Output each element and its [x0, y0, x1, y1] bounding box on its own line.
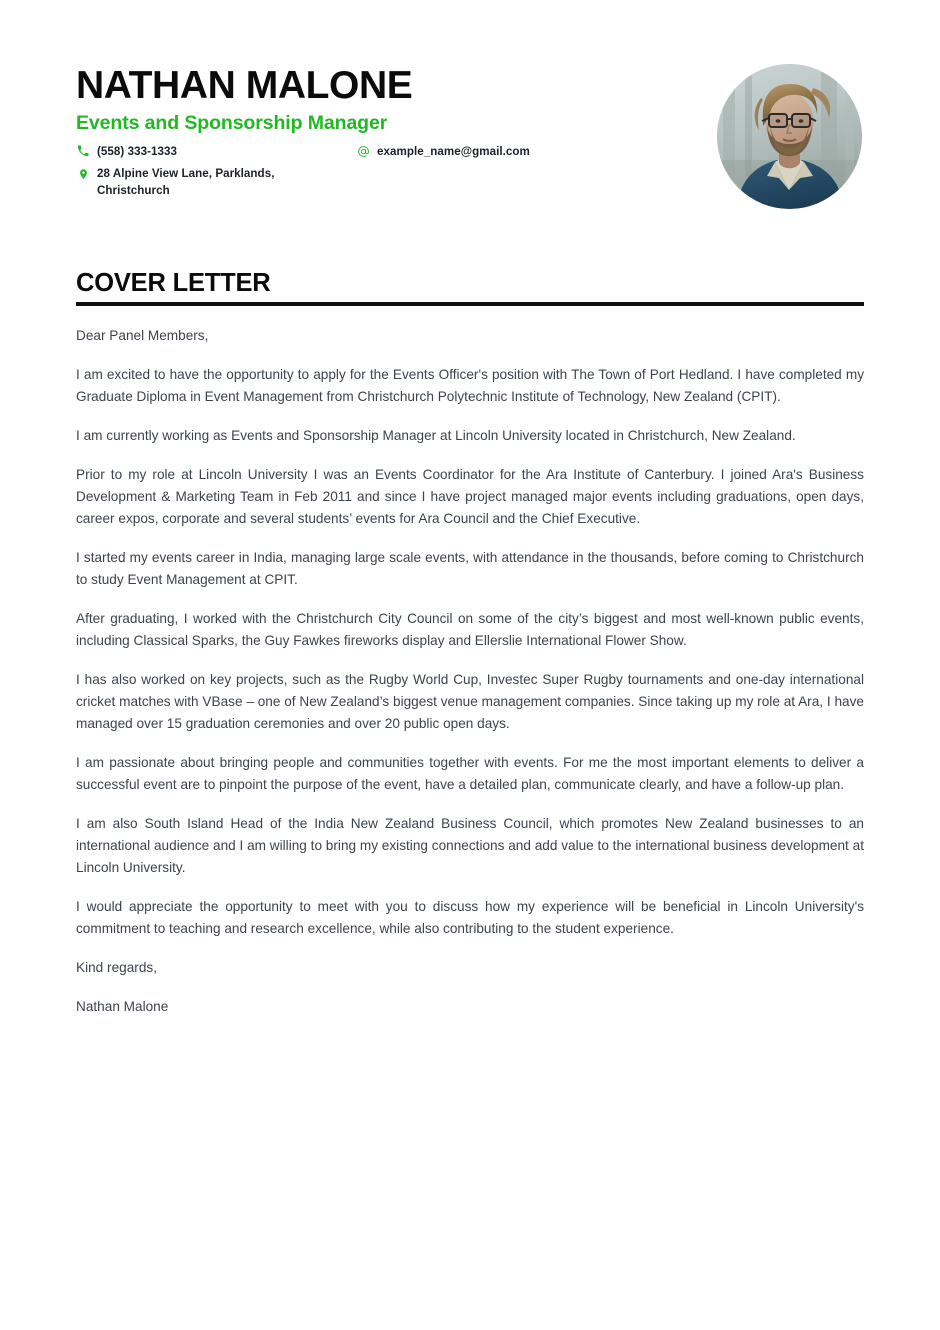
section-title: COVER LETTER: [76, 269, 271, 297]
map-pin-icon: [76, 166, 90, 183]
identity-block: [76, 62, 566, 204]
phone-text: (558) 333-1333: [97, 145, 177, 159]
at-sign-icon: [356, 144, 370, 161]
page-title: NATHAN MALONE: [76, 64, 413, 107]
letter-signature: Nathan Malone: [76, 999, 169, 1015]
cover-letter-section: [0, 269, 940, 306]
document-header: [0, 0, 940, 209]
letter-salutation: Dear Panel Members,: [76, 328, 209, 344]
phone-icon: [76, 144, 90, 161]
contact-details: [76, 144, 566, 199]
letter-paragraph: After graduating, I worked with the Christchurch City Council on some of the city’s biggest and most well-known public events, including Classical Sparks, the Guy Fawkes fireworks display and Ellerslie International Flower Show.: [76, 611, 864, 649]
letter-paragraph: I am currently working as Events and Sponsorship Manager at Lincoln University located in Christchurch, New Zealand.: [76, 428, 796, 444]
letter-body: [0, 325, 940, 1018]
letter-paragraph: I would appreciate the opportunity to meet with you to discuss how my experience will be beneficial in Lincoln University's commitment to teaching and research excellence, while also contributing to the student experience.: [76, 899, 864, 937]
address-line-1: 28 Alpine View Lane, Parklands,: [97, 167, 275, 181]
contact-email[interactable]: [356, 144, 530, 161]
section-divider: [76, 302, 864, 306]
letter-paragraph: I am excited to have the opportunity to apply for the Events Officer's position with The Town of Port Hedland. I have completed my Graduate Diploma in Event Management from Christchurch Polytechnic Institute of Technology, New Zealand (CPIT).: [76, 367, 864, 405]
contact-address[interactable]: [76, 166, 356, 199]
letter-paragraph: I started my events career in India, managing large scale events, with attendance in the thousands, before coming to Christchurch to study Event Management at CPIT.: [76, 550, 864, 588]
letter-paragraph: Prior to my role at Lincoln University I was an Events Coordinator for the Ara Institute of Canterbury. I joined Ara's Business Development & Marketing Team in Feb 2011 and since I have project managed major events including graduations, open days, career expos, corporate and several students’ events for Ara Council and the Chief Executive.: [76, 467, 864, 527]
letter-closing: Kind regards,: [76, 960, 157, 976]
avatar: [717, 64, 862, 209]
email-text: example_name@gmail.com: [377, 145, 530, 159]
letter-paragraph: I am also South Island Head of the India New Zealand Business Council, which promotes New Zealand businesses to an international audience and I am willing to bring my existing connections and add value to the international business development at Lincoln University.: [76, 816, 864, 876]
contact-phone[interactable]: [76, 144, 356, 161]
letter-paragraph: I am passionate about bringing people and communities together with events. For me the most important elements to deliver a successful event are to pinpoint the purpose of the event, have a detailed plan, communicate clearly, and have a follow-up plan.: [76, 755, 864, 793]
address-text: [97, 166, 274, 199]
letter-paragraph: I has also worked on key projects, such as the Rugby World Cup, Investec Super Rugby tournaments and one-day international cricket matches with VBase – one of New Zealand’s biggest venue management companies. Since taking up my role at Ara, I have managed over 15 graduation ceremonies and over 20 public open days.: [76, 672, 864, 732]
address-line-2: Christchurch: [97, 183, 170, 197]
job-title: Events and Sponsorship Manager: [76, 111, 388, 134]
